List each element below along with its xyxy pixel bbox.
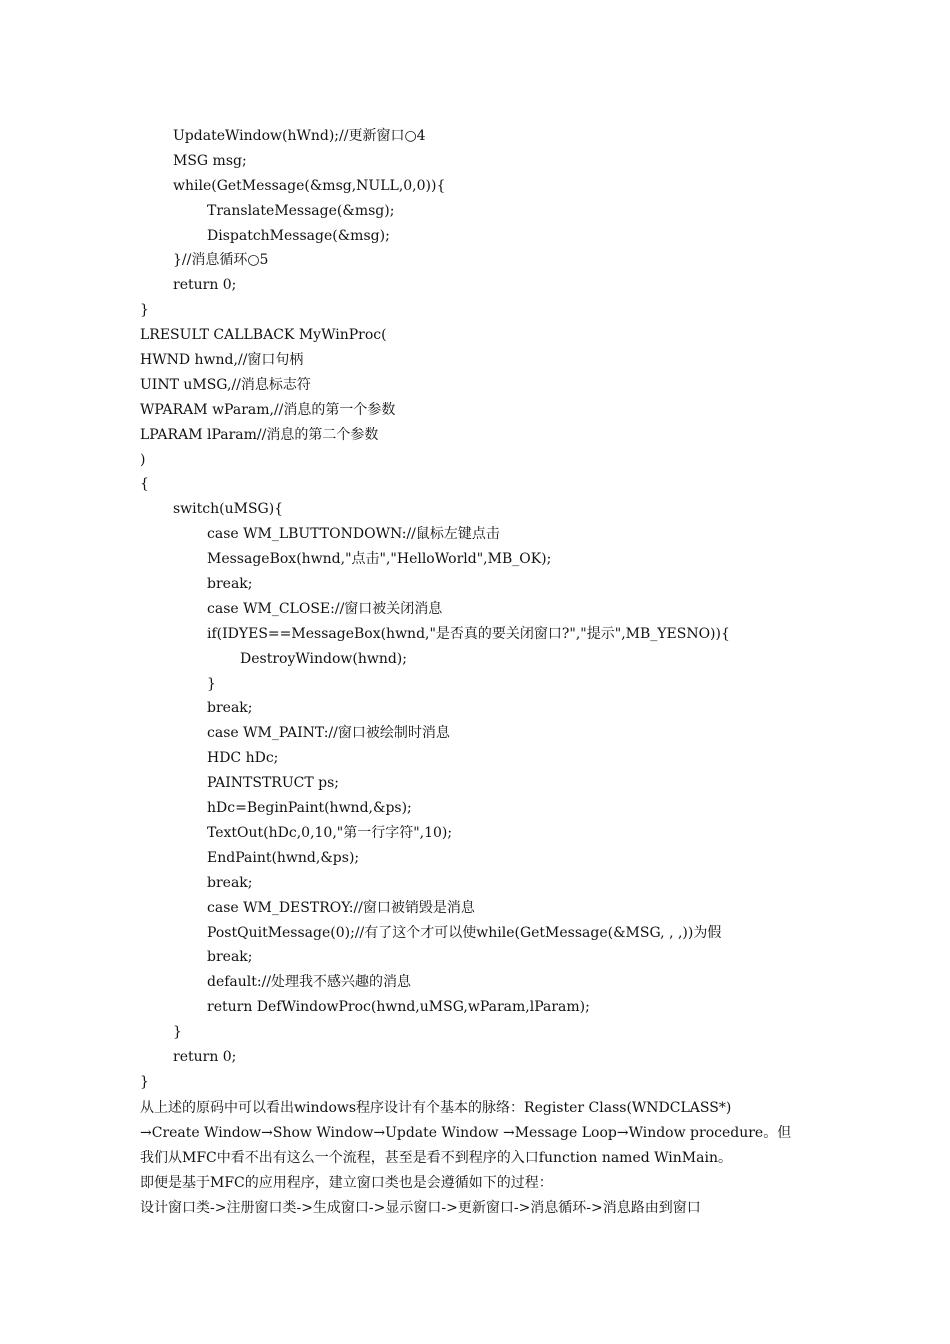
code-line: TextOut(hDc,0,10,"第一行字符",10); [207,824,453,841]
code-line: MessageBox(hwnd,"点击","HelloWorld",MB_OK); [207,551,552,568]
code-line: switch(uMSG){ [173,501,284,518]
code-line: return 0; [173,1048,237,1065]
code-line: break; [207,700,253,717]
code-line: return DefWindowProc(hwnd,uMSG,wParam,lParam); [207,999,590,1016]
code-line: ) [140,451,146,468]
code-line: } [173,1024,182,1041]
code-line: UpdateWindow(hWnd);//更新窗口○4 [173,128,426,144]
code-line: }//消息循环○5 [173,252,269,269]
code-line: case WM_DESTROY://窗口被销毁是消息 [207,899,475,916]
code-line: DestroyWindow(hwnd); [240,650,407,667]
code-line: PostQuitMessage(0);//有了这个才可以使while(GetMessage(&MSG, , ,))为假 [207,924,722,941]
code-line: { [140,476,149,493]
prose-paragraph [140,1096,820,1221]
code-line: MSG msg; [173,152,247,169]
code-line: if(IDYES==MessageBox(hwnd,"是否真的要关闭窗口?","提示",MB_YESNO)){ [207,625,730,642]
code-line: WPARAM wParam,//消息的第一个参数 [140,401,396,418]
code-line: while(GetMessage(&msg,NULL,0,0)){ [173,177,446,194]
code-line: UINT uMSG,//消息标志符 [140,376,311,393]
code-line: return 0; [173,277,237,294]
code-block [140,124,900,1095]
code-line: break; [207,874,253,891]
code-line: break; [207,949,253,966]
code-line: case WM_CLOSE://窗口被关闭消息 [207,600,443,617]
code-line: PAINTSTRUCT ps; [207,775,339,792]
code-line: TranslateMessage(&msg); [207,202,395,219]
code-line: break; [207,576,253,593]
code-line: EndPaint(hwnd,&ps); [207,849,360,866]
code-line: } [140,302,149,319]
prose-line: 设计窗口类->注册窗口类->生成窗口->显示窗口->更新窗口->消息循环->消息路由到窗口 [140,1200,701,1216]
code-line: default://处理我不感兴趣的消息 [207,974,412,991]
code-line: hDc=BeginPaint(hwnd,&ps); [207,800,412,817]
code-line: } [140,1073,149,1090]
code-line: case WM_LBUTTONDOWN://鼠标左键点击 [207,526,500,543]
prose-line: →Create Window→Show Window→Update Window →Message Loop→Window procedure。但 [140,1125,792,1141]
code-line: HDC hDc; [207,750,279,767]
prose-line: 即便是基于MFC的应用程序，建立窗口类也是会遵循如下的过程： [140,1175,553,1191]
code-line: LRESULT CALLBACK MyWinProc( [140,327,387,344]
prose-line: 我们从MFC中看不出有这么一个流程，甚至是看不到程序的入口function named WinMain。 [140,1150,732,1166]
prose-line: 从上述的原码中可以看出windows程序设计有个基本的脉络：Register Class(WNDCLASS*) [140,1100,732,1116]
code-line: DispatchMessage(&msg); [207,227,390,244]
code-line: HWND hwnd,//窗口句柄 [140,352,304,369]
code-line: } [207,675,216,692]
code-line: LPARAM lParam//消息的第二个参数 [140,426,379,443]
code-line: case WM_PAINT://窗口被绘制时消息 [207,725,450,742]
